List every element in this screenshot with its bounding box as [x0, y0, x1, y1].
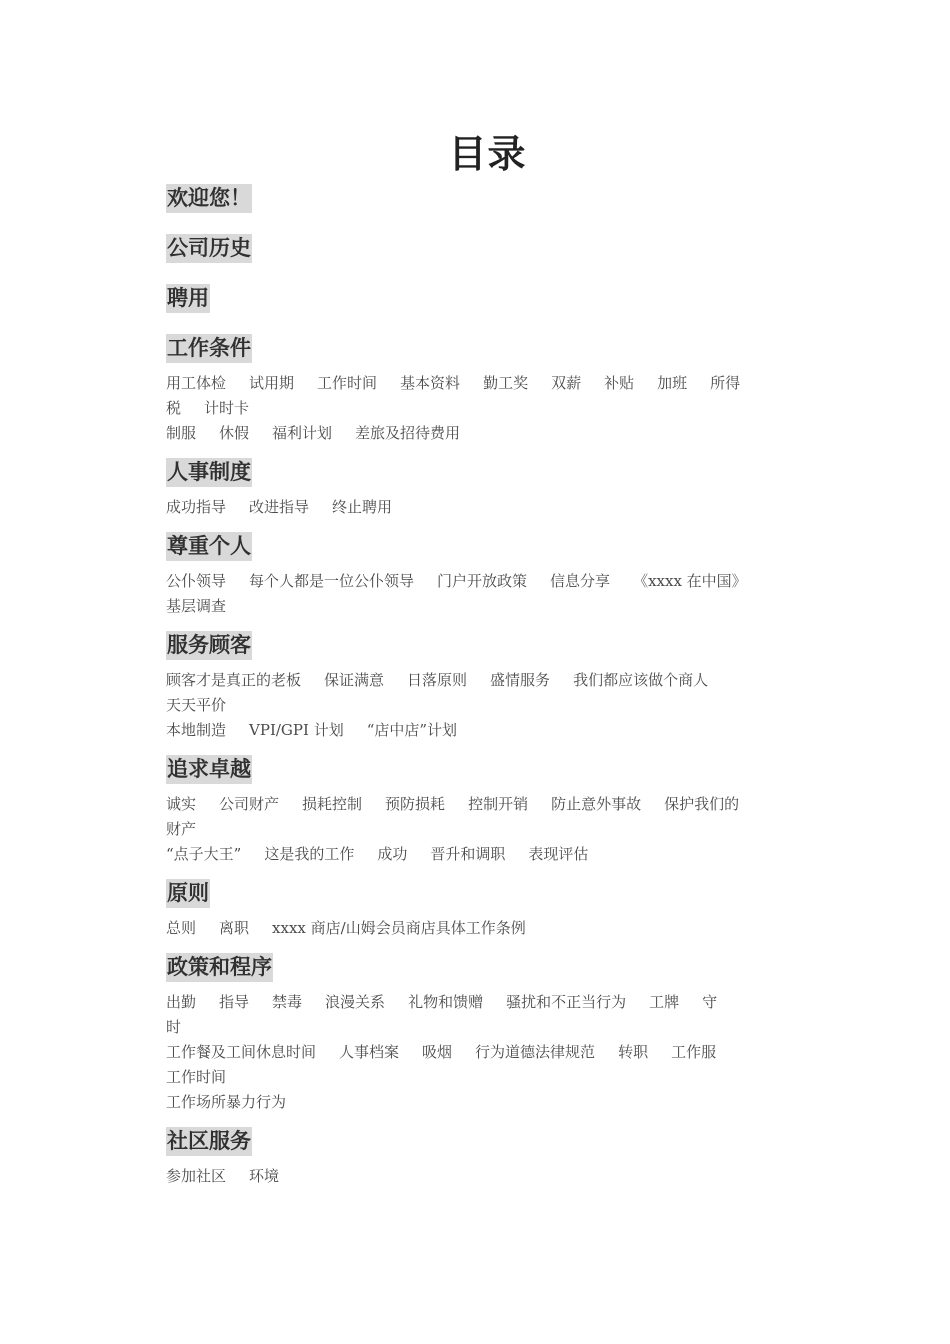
section-heading-block [166, 234, 816, 271]
section-items [166, 569, 816, 619]
toc-entry[interactable]: 防止意外事故 [551, 795, 642, 813]
section-heading-block [166, 284, 816, 321]
toc-entry[interactable]: 表现评估 [528, 845, 589, 863]
toc-entry[interactable]: 出勤 [166, 993, 197, 1011]
item-line [166, 792, 816, 817]
toc-entry[interactable]: 门户开放政策 [437, 572, 528, 590]
section-heading-block [166, 953, 816, 990]
toc-entry[interactable]: 试用期 [249, 374, 295, 392]
section-items [166, 371, 816, 446]
toc-entry[interactable]: 本地制造 [166, 721, 227, 739]
toc-entry[interactable]: 工作餐及工间休息时间 [166, 1043, 317, 1061]
toc-entry[interactable]: 吸烟 [422, 1043, 453, 1061]
toc-entry[interactable]: 用工体检 [166, 374, 227, 392]
toc-entry[interactable]: 工作时间 [166, 1068, 227, 1086]
section-heading-block [166, 631, 816, 668]
toc-entry[interactable]: 环境 [249, 1167, 280, 1185]
toc-entry[interactable]: 晋升和调职 [430, 845, 506, 863]
toc-entry[interactable]: 浪漫关系 [325, 993, 386, 1011]
section-heading-block [166, 184, 816, 221]
item-line [166, 990, 816, 1015]
section-heading[interactable]: 政策和程序 [166, 953, 273, 982]
toc-entry[interactable]: 骚扰和不正当行为 [506, 993, 627, 1011]
toc-entry[interactable]: 总则 [166, 919, 197, 937]
item-line [166, 693, 816, 718]
toc-entry[interactable]: 公司财产 [219, 795, 280, 813]
section-heading-block [166, 1127, 816, 1164]
toc-entry[interactable]: 这是我的工作 [264, 845, 355, 863]
toc-entry[interactable]: 天天平价 [166, 696, 227, 714]
item-line [166, 569, 816, 594]
toc-entry[interactable]: 休假 [219, 424, 250, 442]
toc-entry[interactable]: 加班 [657, 374, 688, 392]
section-heading[interactable]: 聘用 [166, 284, 210, 313]
toc-entry[interactable]: 指导 [219, 993, 250, 1011]
toc-entry[interactable]: 补贴 [604, 374, 635, 392]
toc-entry[interactable]: 勤工奖 [483, 374, 529, 392]
item-line [166, 817, 816, 842]
toc-entry[interactable]: xxxx 商店/山姆会员商店具体工作条例 [272, 919, 526, 937]
section-items [166, 668, 816, 743]
toc-entry[interactable]: 保证满意 [324, 671, 385, 689]
toc-entry[interactable]: “点子大王” [166, 845, 242, 863]
toc-entry[interactable]: 礼物和馈赠 [408, 993, 484, 1011]
section-heading[interactable]: 公司历史 [166, 234, 252, 263]
section-heading[interactable]: 服务顾客 [166, 631, 252, 660]
toc-entry[interactable]: 成功 [377, 845, 408, 863]
toc-entry[interactable]: 保护我们的 [664, 795, 740, 813]
table-of-contents [166, 184, 816, 1201]
section-items [166, 792, 816, 867]
page-title: 目录 [448, 132, 527, 176]
toc-entry[interactable]: 改进指导 [249, 498, 310, 516]
toc-entry[interactable]: 行为道德法律规范 [475, 1043, 596, 1061]
section-items [166, 495, 816, 520]
toc-entry[interactable]: 基本资料 [400, 374, 461, 392]
section-items [166, 990, 816, 1115]
section-heading-block [166, 532, 816, 569]
toc-entry[interactable]: 转职 [618, 1043, 649, 1061]
section-heading[interactable]: 社区服务 [166, 1127, 252, 1156]
toc-entry[interactable]: 我们都应该做个商人 [573, 671, 709, 689]
toc-entry[interactable]: 信息分享 [550, 572, 611, 590]
toc-entry[interactable]: 日落原则 [407, 671, 468, 689]
item-line [166, 1090, 816, 1115]
item-line [166, 495, 816, 520]
section-heading[interactable]: 追求卓越 [166, 755, 252, 784]
toc-entry[interactable]: 成功指导 [166, 498, 227, 516]
toc-entry[interactable]: 工作场所暴力行为 [166, 1093, 287, 1111]
toc-entry[interactable]: 福利计划 [272, 424, 333, 442]
toc-entry[interactable]: 计时卡 [204, 399, 250, 417]
section-heading[interactable]: 尊重个人 [166, 532, 252, 561]
section-items [166, 1164, 816, 1189]
section-heading[interactable]: 欢迎您！ [166, 184, 252, 213]
item-line [166, 371, 816, 396]
section-heading-block [166, 755, 816, 792]
toc-entry[interactable]: 时 [166, 1018, 182, 1036]
toc-entry[interactable]: 顾客才是真正的老板 [166, 671, 302, 689]
toc-entry[interactable]: 离职 [219, 919, 250, 937]
section-heading-block [166, 458, 816, 495]
toc-entry[interactable]: 工牌 [649, 993, 680, 1011]
toc-entry[interactable]: 盛情服务 [490, 671, 551, 689]
section-heading-block [166, 879, 816, 916]
toc-entry[interactable]: 终止聘用 [332, 498, 393, 516]
section-heading[interactable]: 工作条件 [166, 334, 252, 363]
item-line [166, 1015, 816, 1040]
toc-entry[interactable]: 每个人都是一位公仆领导 [249, 572, 415, 590]
toc-entry[interactable]: 差旅及招待费用 [355, 424, 461, 442]
toc-entry[interactable]: 控制开销 [468, 795, 529, 813]
item-line [166, 421, 816, 446]
toc-entry[interactable]: 基层调查 [166, 597, 227, 615]
toc-entry[interactable]: 双薪 [551, 374, 582, 392]
item-line [166, 668, 816, 693]
toc-entry[interactable]: 所得 [710, 374, 741, 392]
toc-entry[interactable]: 守 [702, 993, 718, 1011]
item-line [166, 396, 816, 421]
toc-entry[interactable]: 《xxxx 在中国》 [633, 572, 747, 590]
toc-entry[interactable]: 工作服 [671, 1043, 717, 1061]
section-items [166, 916, 816, 941]
toc-entry[interactable]: 制服 [166, 424, 197, 442]
section-heading[interactable]: 人事制度 [166, 458, 252, 487]
item-line [166, 718, 816, 743]
item-line [166, 1040, 816, 1065]
toc-entry[interactable]: VPI/GPI 计划 [249, 721, 344, 739]
toc-entry[interactable]: 预防损耗 [385, 795, 446, 813]
section-heading-block [166, 334, 816, 371]
toc-entry[interactable]: 禁毒 [272, 993, 303, 1011]
toc-entry[interactable]: 人事档案 [339, 1043, 400, 1061]
item-line [166, 594, 816, 619]
toc-entry[interactable]: 损耗控制 [302, 795, 363, 813]
section-heading[interactable]: 原则 [166, 879, 210, 908]
toc-entry[interactable]: 诚实 [166, 795, 197, 813]
toc-entry[interactable]: 公仆领导 [166, 572, 227, 590]
item-line [166, 842, 816, 867]
toc-entry[interactable]: “店中店”计划 [366, 721, 458, 739]
toc-entry[interactable]: 税 [166, 399, 182, 417]
toc-entry[interactable]: 财产 [166, 820, 197, 838]
item-line [166, 1164, 816, 1189]
toc-entry[interactable]: 参加社区 [166, 1167, 227, 1185]
toc-entry[interactable]: 工作时间 [317, 374, 378, 392]
item-line [166, 916, 816, 941]
item-line [166, 1065, 816, 1090]
